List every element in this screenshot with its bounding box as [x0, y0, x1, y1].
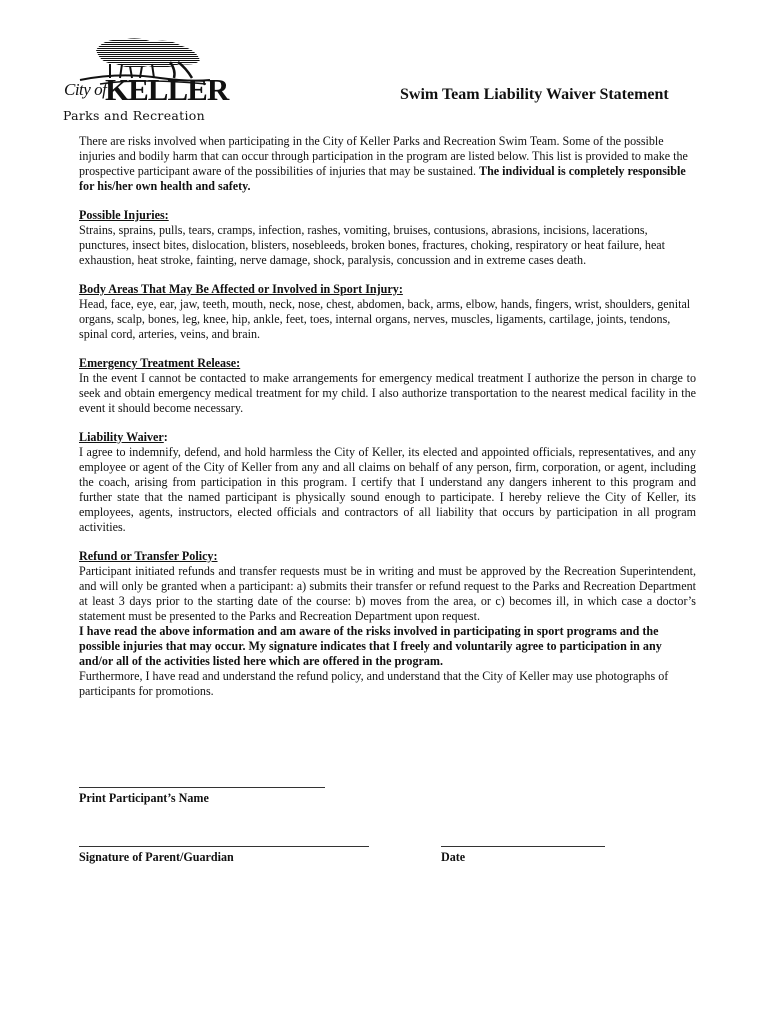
document-body — [79, 134, 696, 699]
parent-signature-label: Signature of Parent/Guardian — [79, 850, 234, 864]
body-areas-heading: Body Areas That May Be Affected or Involved in Sport Injury: — [79, 282, 403, 296]
intro-text: There are risks involved when participating in the City of Keller Parks and Recreation Swim Team. Some of the possible injuries and bodily harm that can occur through participation in the program are listed below. This list is provided to make the prospective participant aware of the possibilities of injuries that may be sustained. — [79, 134, 688, 178]
acknowledgement-paragraph: I have read the above information and am aware of the risks involved in participating in sport programs and the possible injuries that may occur. My signature indicates that I freely and voluntarily agree to participation in any and/or all of the activities listed here which are offered in the program. — [79, 624, 662, 668]
intro-bold-text: The individual is completely responsible for his/her own health and safety. — [79, 164, 686, 193]
refund-text: Participant initiated refunds and transfer requests must be in writing and must be approved by the Recreation Superintendent, and will only be granted when a participant: a) submits their transfer or refund request to the Parks and Recreation Department at least 3 days prior to the starting date of the course: b) moves from the area, or c) becomes ill, in which case a doctor’s statement must be presented to the Parks and Recreation Department upon request. — [79, 564, 696, 623]
parent-signature-line[interactable] — [79, 846, 369, 847]
liability-text: I agree to indemnify, defend, and hold harmless the City of Keller, its elected and appointed officials, representatives, and any employee or agent of the City of Keller from any and all claims on behalf of any person, firm, corporation, or agent, including the coach, arising from participation in this program. I certify that I understand any dangers inherent to this program and further state that the named participant is physically sound enough to participate. I hereby relieve the City of Keller, its employees, agents, instructors, elected officials and contractors of all liability that occurs by participation in all program activities. — [79, 445, 696, 534]
intro-paragraph — [79, 134, 696, 194]
possible-injuries-text: Strains, sprains, pulls, tears, cramps, infection, rashes, vomiting, bruises, contusions, abrasions, incisions, lacerations, punctures, insect bites, dislocation, blisters, nosebleeds, broken bones, fractures, choking, respiratory or heat failure, heat exhaustion, heat stroke, fainting, nerve damage, shock, paralysis, concussion and in extreme cases death. — [79, 223, 666, 267]
possible-injuries-section — [79, 208, 696, 268]
liability-heading: Liability Waiver — [79, 430, 164, 444]
logo-city-text: City of — [64, 80, 107, 99]
liability-section — [79, 430, 696, 535]
date-label: Date — [441, 850, 466, 864]
logo-keller-text: KELLER — [105, 72, 229, 107]
possible-injuries-heading: Possible Injuries: — [79, 208, 169, 222]
date-line[interactable] — [441, 846, 605, 847]
liability-heading-colon: : — [163, 430, 168, 444]
document-title: Swim Team Liability Waiver Statement — [400, 86, 669, 103]
furthermore-paragraph: Furthermore, I have read and understand the refund policy, and understand that the City of Keller may use photographs of participants for promotions. — [79, 669, 669, 698]
logo-subtitle: Parks and Recreation — [63, 108, 205, 123]
emergency-text: In the event I cannot be contacted to make arrangements for emergency medical treatment I authorize the person in charge to seek and obtain emergency medical treatment for my child. I also authorize transportation to the nearest medical facility in the event it should become necessary. — [79, 371, 696, 415]
refund-section — [79, 549, 696, 624]
participant-name-label: Print Participant’s Name — [79, 791, 209, 805]
refund-heading: Refund or Transfer Policy: — [79, 549, 218, 563]
city-of-keller-logo — [60, 34, 229, 124]
body-areas-text: Head, face, eye, ear, jaw, teeth, mouth, neck, nose, chest, abdomen, back, arms, elbow, hands, fingers, wrist, shoulders, genital organs, scalp, bones, leg, knee, hip, ankle, feet, toes, internal organs, nerves, muscles, ligaments, cartilage, joints, tendons, spinal cord, arteries, veins, and brain. — [79, 297, 691, 341]
liability-heading-line — [79, 430, 696, 445]
emergency-section — [79, 356, 696, 416]
body-areas-section — [79, 282, 696, 342]
participant-name-line[interactable] — [79, 787, 325, 788]
emergency-heading: Emergency Treatment Release: — [79, 356, 241, 370]
